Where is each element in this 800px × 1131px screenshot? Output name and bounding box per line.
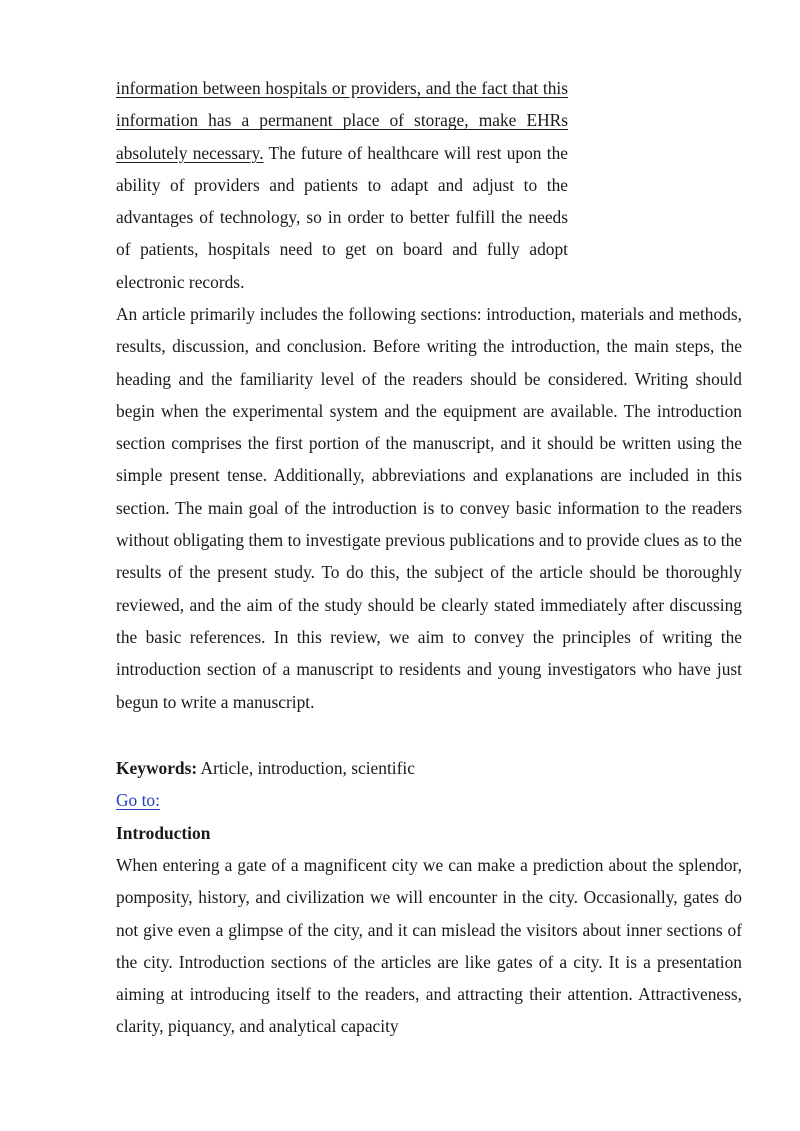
- keywords-value: Article, introduction, scientific: [197, 758, 415, 778]
- underlined-text: information between hospitals or providers, and the fact that this information has a permanent place of storage, make EHRs absolutely necessary.: [116, 78, 568, 163]
- introduction-heading: Introduction: [116, 823, 211, 843]
- column-paragraph: [116, 72, 568, 298]
- keywords-label: Keywords:: [116, 758, 198, 778]
- column-paragraph-text: The future of healthcare will rest upon the ability of providers and patients to adapt and adjust to the advantages of technology, so in order to better fulfill the needs of patients, hospitals need to get on board and fully adopt electronic records.: [116, 142, 568, 292]
- introduction-paragraph: When entering a gate of a magnificent city we can make a prediction about the splendor, pomposity, history, and civilization we will encounter in the city. Occasionally, gates do not give even a glimpse of the city, and it can mislead the visitors about inner sections of the city. Introduction sections of the articles are like gates of a city. It is a presentation aiming at introducing itself to the readers, and attracting their attention. Attractiveness, clarity, piquancy, and analytical capacity: [116, 855, 742, 1037]
- abstract-paragraph: An article primarily includes the following sections: introduction, materials and methods, results, discussion, and conclusion. Before writing the introduction, the main steps, the heading and the familiarity level of the readers should be considered. Writing should begin when the experimental system and the equipment are available. The introduction section comprises the first portion of the manuscript, and it should be written using the simple present tense. Additionally, abbreviations and explanations are included in this section. The main goal of the introduction is to convey basic information to the readers without obligating them to investigate previous publications and to provide clues as to the results of the present study. To do this, the subject of the article should be thoroughly reviewed, and the aim of the study should be clearly stated immediately after discussing the basic references. In this review, we aim to convey the principles of writing the introduction section of a manuscript to residents and young investigators who have just begun to write a manuscript.: [116, 304, 742, 712]
- keywords-line: [116, 752, 742, 784]
- goto-line: [116, 784, 742, 816]
- goto-link[interactable]: Go to:: [116, 790, 160, 810]
